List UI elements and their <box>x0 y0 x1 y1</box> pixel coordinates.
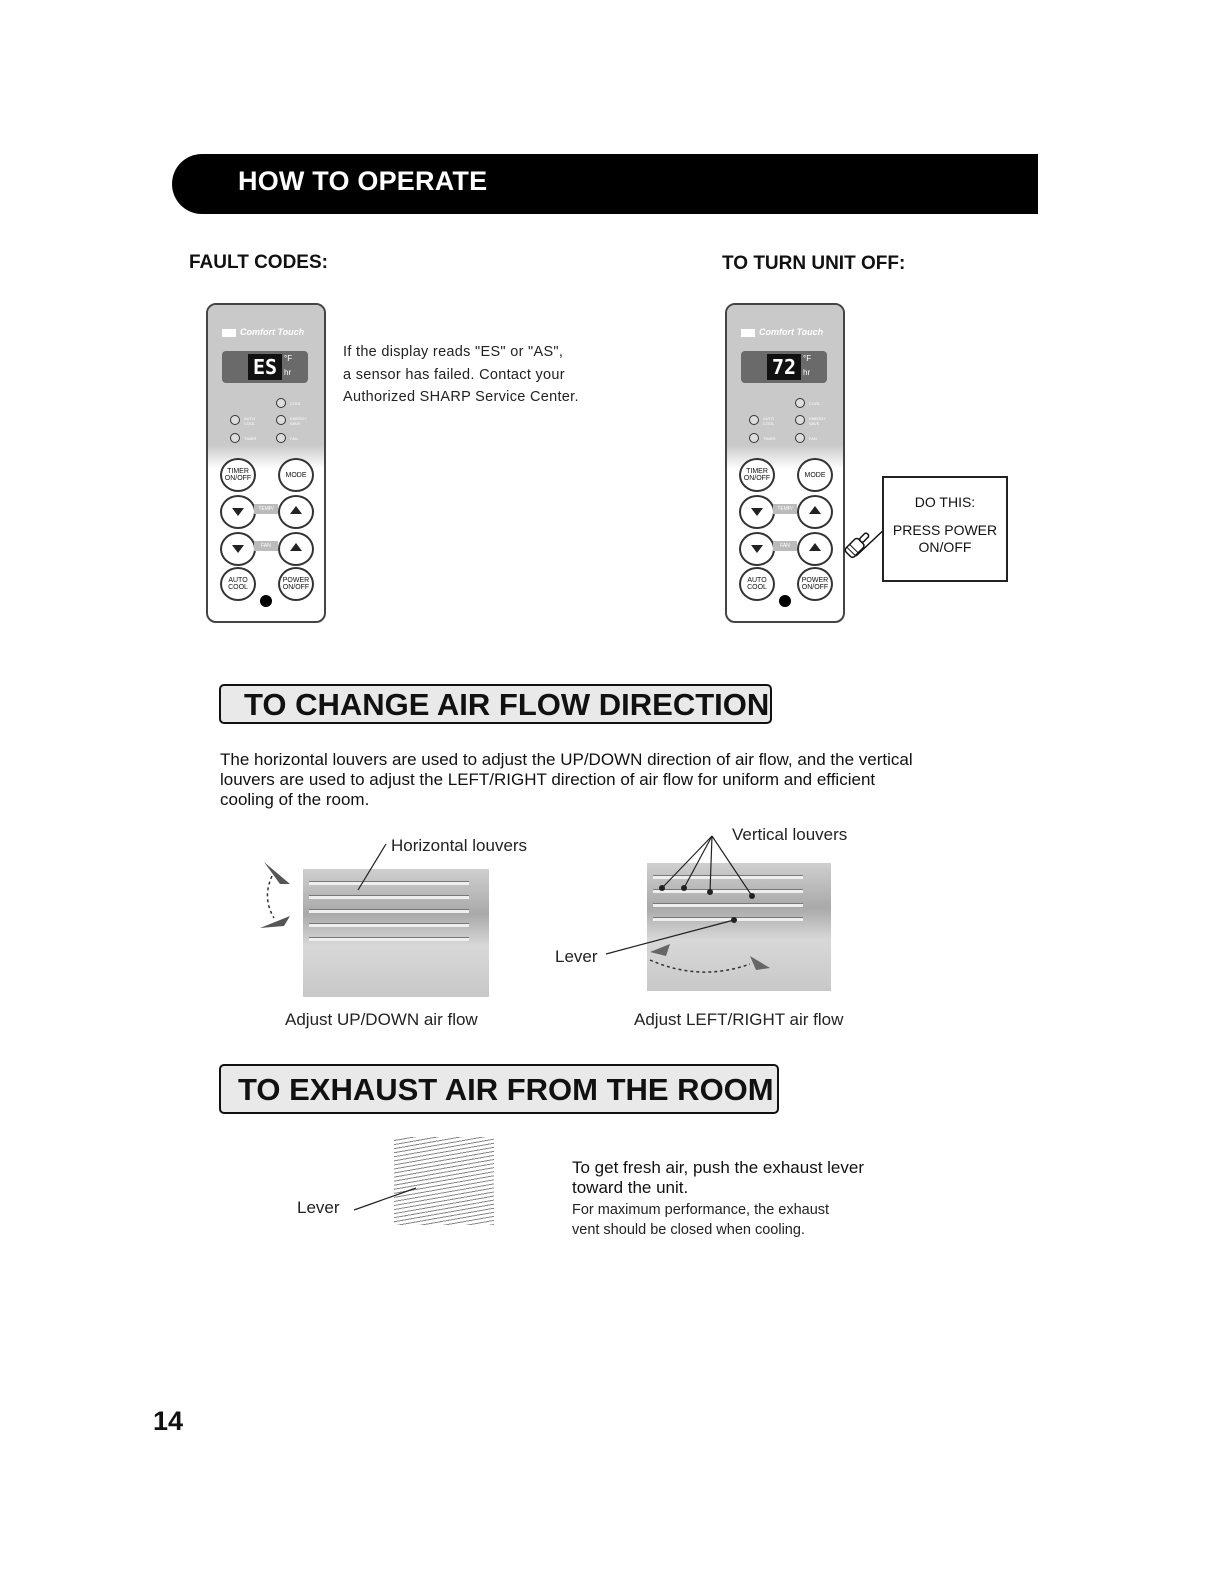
vertical-louvers-pointers-icon <box>600 832 840 1002</box>
arrow-down-icon <box>751 545 763 553</box>
arrow-up-icon <box>809 543 821 551</box>
exhaust-note-line: For maximum performance, the exhaust <box>572 1202 830 1218</box>
temp-timer-bar: TEMP/ TIMER <box>773 504 797 514</box>
do-this-callout <box>882 476 1008 582</box>
remote-control-fault <box>206 303 326 623</box>
lever-label-airflow: Lever <box>555 947 598 966</box>
led-energy-save <box>276 415 286 425</box>
fan-down-button[interactable] <box>739 532 775 566</box>
auto-cool-button[interactable]: AUTO COOL <box>220 567 256 601</box>
fan-up-button[interactable] <box>278 532 314 566</box>
arrow-up-icon <box>290 506 302 514</box>
arrow-down-icon <box>232 545 244 553</box>
airflow-paragraph <box>220 750 1000 810</box>
led-fan-label: FAN <box>809 436 817 441</box>
led-fan <box>276 433 286 443</box>
timer-button[interactable]: TIMER ON/OFF <box>739 458 775 492</box>
lever-label-exhaust: Lever <box>297 1198 340 1217</box>
led-energy-save-label: ENERGY SAVE <box>809 416 826 426</box>
exhaust-text-line: toward the unit. <box>572 1178 689 1197</box>
fan-bar: FAN <box>773 541 797 551</box>
arrow-up-icon <box>290 543 302 551</box>
ir-sensor-dot <box>779 595 791 607</box>
callout-line: DO THIS: <box>914 494 976 510</box>
remote-display <box>741 351 827 383</box>
led-auto-cool-label: AUTO COOL <box>763 416 775 426</box>
airflow-section-title: TO CHANGE AIR FLOW DIRECTION <box>244 687 770 722</box>
ir-sensor-dot <box>260 595 272 607</box>
updown-caption: Adjust UP/DOWN air flow <box>285 1010 478 1029</box>
mode-button[interactable]: MODE <box>278 458 314 492</box>
display-readout: 72 <box>767 354 801 380</box>
temp-up-button[interactable] <box>797 495 833 529</box>
page-number: 14 <box>153 1406 184 1436</box>
led-auto-cool <box>749 415 759 425</box>
remote-control-off <box>725 303 845 623</box>
led-cool <box>795 398 805 408</box>
led-auto-cool-label: AUTO COOL <box>244 416 256 426</box>
arrow-down-icon <box>751 508 763 516</box>
power-button[interactable]: POWER ON/OFF <box>797 567 833 601</box>
unit-f-label: °F <box>803 354 812 363</box>
temp-down-button[interactable] <box>739 495 775 529</box>
unit-hr-label: hr <box>803 368 811 377</box>
page-title: HOW TO OPERATE <box>238 166 488 196</box>
vertical-louvers-label: Vertical louvers <box>732 825 848 844</box>
callout-line: ON/OFF <box>918 539 972 555</box>
led-timer <box>749 433 759 443</box>
unit-hr-label: hr <box>284 368 292 377</box>
timer-button[interactable]: TIMER ON/OFF <box>220 458 256 492</box>
exhaust-section-title-box <box>219 1064 779 1114</box>
arrow-down-icon <box>232 508 244 516</box>
unit-f-label: °F <box>284 354 293 363</box>
fault-codes-text <box>343 341 579 409</box>
fan-up-button[interactable] <box>797 532 833 566</box>
leftright-caption: Adjust LEFT/RIGHT air flow <box>634 1010 844 1029</box>
temp-up-button[interactable] <box>278 495 314 529</box>
remote-brand: Comfort Touch <box>741 327 823 337</box>
led-timer <box>230 433 240 443</box>
airflow-section-title-box <box>219 684 772 724</box>
led-cool-label: COOL <box>809 401 821 406</box>
led-cool-label: COOL <box>290 401 302 406</box>
led-energy-save <box>795 415 805 425</box>
led-timer-label: TIMER <box>763 436 776 441</box>
mode-button[interactable]: MODE <box>797 458 833 492</box>
led-fan-label: FAN <box>290 436 298 441</box>
fault-codes-heading: FAULT CODES: <box>189 252 328 273</box>
remote-display <box>222 351 308 383</box>
remote-brand: Comfort Touch <box>222 327 304 337</box>
exhaust-text-line: To get fresh air, push the exhaust lever <box>572 1158 865 1177</box>
fault-text-line: a sensor has failed. Contact your <box>343 366 565 383</box>
temp-timer-bar: TEMP/ TIMER <box>254 504 278 514</box>
turn-off-heading: TO TURN UNIT OFF: <box>722 253 906 274</box>
paragraph-line: The horizontal louvers are used to adjust the UP/DOWN direction of air flow, and the vertical <box>220 750 913 769</box>
led-auto-cool <box>230 415 240 425</box>
display-readout: ES <box>248 354 282 380</box>
exhaust-text <box>572 1158 864 1240</box>
power-button[interactable]: POWER ON/OFF <box>278 567 314 601</box>
led-cool <box>276 398 286 408</box>
led-timer-label: TIMER <box>244 436 257 441</box>
fault-text-line: Authorized SHARP Service Center. <box>343 389 579 405</box>
horizontal-louvers-label: Horizontal louvers <box>391 836 528 855</box>
temp-down-button[interactable] <box>220 495 256 529</box>
fan-down-button[interactable] <box>220 532 256 566</box>
led-energy-save-label: ENERGY SAVE <box>290 416 307 426</box>
fault-text-line: If the display reads "ES" or "AS", <box>343 344 564 360</box>
exhaust-lever-pointer <box>350 1180 430 1220</box>
fan-bar: FAN <box>254 541 278 551</box>
auto-cool-button[interactable]: AUTO COOL <box>739 567 775 601</box>
exhaust-section-title: TO EXHAUST AIR FROM THE ROOM <box>238 1072 774 1107</box>
paragraph-line: louvers are used to adjust the LEFT/RIGHT direction of air flow for uniform and efficient <box>220 770 876 789</box>
paragraph-line: cooling of the room. <box>220 790 370 809</box>
exhaust-note-line: vent should be closed when cooling. <box>572 1222 805 1238</box>
arrow-up-icon <box>809 506 821 514</box>
updown-arrows-icon <box>250 840 390 940</box>
led-fan <box>795 433 805 443</box>
callout-line: PRESS POWER <box>892 522 998 538</box>
